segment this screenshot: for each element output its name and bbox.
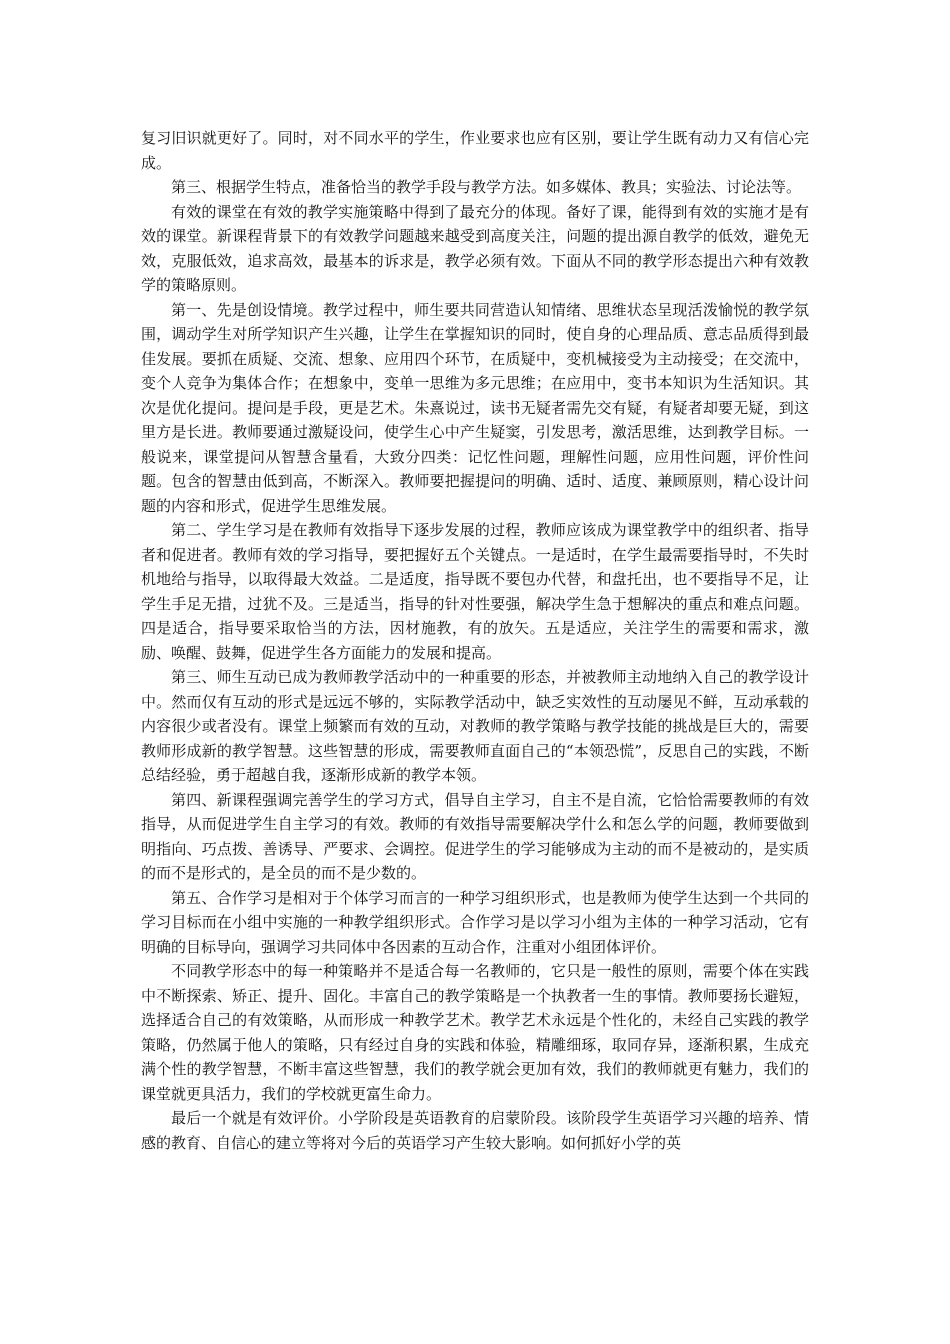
paragraph-effective-classroom: 有效的课堂在有效的教学实施策略中得到了最充分的体现。备好了课，能得到有效的实施才是有效的课堂。新课程背景下的有效教学问题越来越受到高度关注，问题的提出源自教学的低效，避免无效，克服低效，追求高效，最基本的诉求是，教学必须有效。下面从不同的教学形态提出六种有效教学的策略原则。 [141, 202, 809, 294]
paragraph-cooperative-learning: 第五、合作学习是相对于个体学习而言的一种学习组织形式，也是教师为使学生达到一个共同的学习目标而在小组中实施的一种教学组织形式。合作学习是以学习小组为主体的一种学习活动，它有明确的目标导向，强调学习共同体中各因素的互动合作，注重对小组团体评价。 [141, 888, 809, 956]
paragraph-learning-guidance: 第二、学生学习是在教师有效指导下逐步发展的过程，教师应该成为课堂教学中的组织者、指导者和促进者。教师有效的学习指导，要把握好五个关键点。一是适时，在学生最需要指导时，不失时机地给与指导，以取得最大效益。二是适度，指导既不要包办代替，和盘托出，也不要指导不足，让学生手足无措，过犹不及。三是适当，指导的针对性要强，解决学生急于想解决的重点和难点问题。四是适合，指导要采取恰当的方法，因材施教，有的放矢。五是适应，关注学生的需要和需求，激励、唤醒、鼓舞，促进学生各方面能力的发展和提高。 [141, 521, 809, 662]
paragraph-effective-evaluation: 最后一个就是有效评价。小学阶段是英语教育的启蒙阶段。该阶段学生英语学习兴趣的培养、情感的教育、自信心的建立等将对今后的英语学习产生较大影响。如何抓好小学的英 [141, 1109, 809, 1152]
paragraph-autonomous-learning: 第四、新课程强调完善学生的学习方式，倡导自主学习，自主不是自流，它恰恰需要教师的有效指导，从而促进学生自主学习的有效。教师的有效指导需要解决学什么和怎么学的问题，教师要做到明指向、巧点拨、善诱导、严要求、会调控。促进学生的学习能够成为主动的而不是被动的，是实质的而不是形式的，是全员的而不是少数的。 [141, 790, 809, 882]
paragraph-teacher-student-interaction: 第三、师生互动已成为教师教学活动中的一种重要的形态，并被教师主动地纳入自己的教学设计中。然而仅有互动的形式是远远不够的，实际教学活动中，缺乏实效性的互动屡见不鲜，互动承载的内容很少或者没有。课堂上频繁而有效的互动，对教师的教学策略与教学技能的挑战是巨大的，需要教师形成新的教学智慧。这些智慧的形成，需要教师直面自己的“本领恐慌”，反思自己的实践，不断总结经验，勇于超越自我，逐渐形成新的教学本领。 [141, 668, 809, 784]
paragraph-homework-continuation: 复习旧识就更好了。同时，对不同水平的学生，作业要求也应有区别，要让学生既有动力又有信心完成。 [141, 129, 809, 172]
paragraph-create-situation: 第一、先是创设情境。教学过程中，师生要共同营造认知情绪、思维状态呈现活泼愉悦的教学氛围，调动学生对所学知识产生兴趣，让学生在掌握知识的同时，使自身的心理品质、意志品质得到最佳发展。要抓在质疑、交流、想象、应用四个环节，在质疑中，变机械接受为主动接受；在交流中，变个人竞争为集体合作；在想象中，变单一思维为多元思维；在应用中，变书本知识为生活知识。其次是优化提问。提问是手段，更是艺术。朱熹说过，读书无疑者需先交有疑，有疑者却要无疑，到这里方是长进。教师要通过激疑设问，使学生心中产生疑窦，引发思考，激活思维，达到教学目标。一般说来，课堂提问从智慧含量看，大致分四类：记忆性问题，理解性问题，应用性问题，评价性问题。包含的智慧由低到高，不断深入。教师要把握提问的明确、适时、适度、兼顾原则，精心设计问题的内容和形式，促进学生思维发展。 [141, 300, 809, 515]
paragraph-personal-strategy: 不同教学形态中的每一种策略并不是适合每一名教师的，它只是一般性的原则，需要个体在实践中不断探索、矫正、提升、固化。丰富自己的教学策略是一个执教者一生的事情。教师要扬长避短，选择适合自己的有效策略，从而形成一种教学艺术。教学艺术永远是个性化的，未经自己实践的教学策略，仍然属于他人的策略，只有经过自身的实践和体验，精雕细琢，取同存异，逐渐积累，生成充满个性的教学智慧，不断丰富这些智慧，我们的教学就会更加有效，我们的教师就更有魅力，我们的课堂就更具活力，我们的学校就更富生命力。 [141, 962, 809, 1103]
document-page [141, 126, 809, 1155]
paragraph-teaching-means: 第三、根据学生特点，准备恰当的教学手段与教学方法。如多媒体、教具；实验法、讨论法等。 [171, 178, 802, 196]
